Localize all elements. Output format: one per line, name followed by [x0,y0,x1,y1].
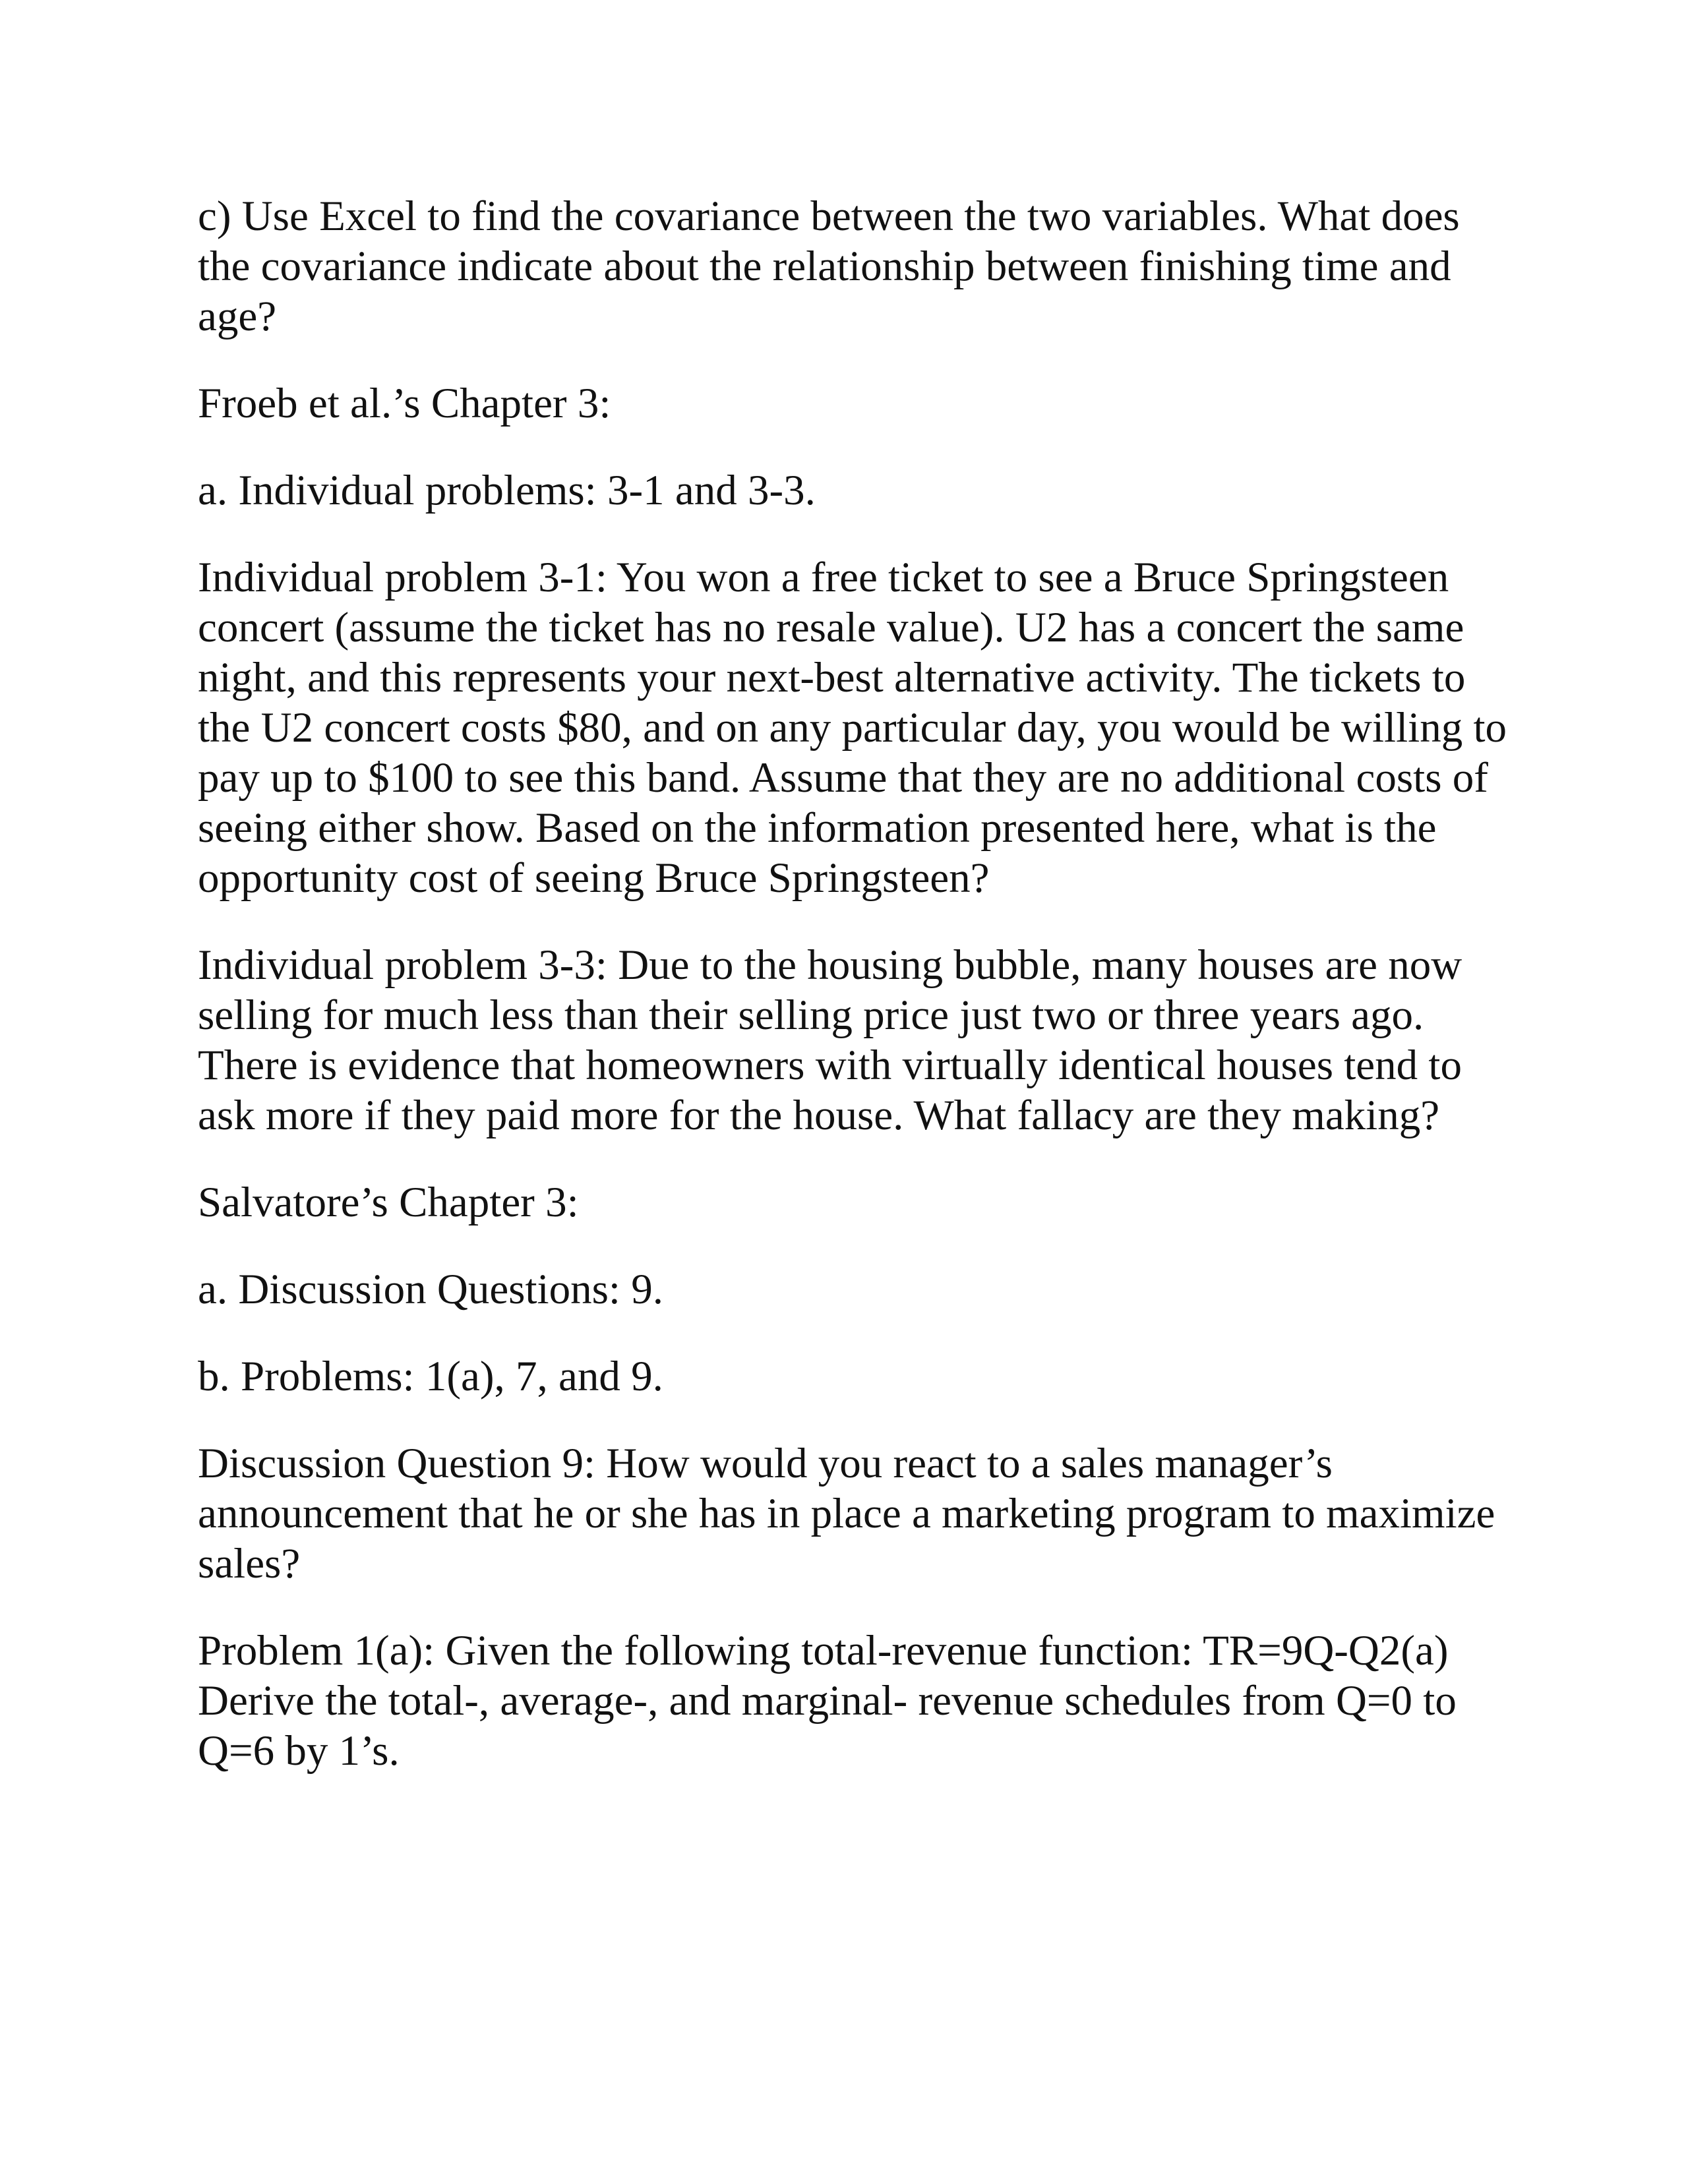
paragraph-problem-1a: Problem 1(a): Given the following total-revenue function: TR=9Q-Q2(a) Derive the total-, average-, and marginal- revenue schedules from Q=0 to Q=6 by 1’s. [198,1627,1457,1775]
paragraph-discussion-question-9: Discussion Question 9: How would you react to a sales manager’s announcement that he or she has in place a marketing program to maximize sales? [198,1440,1495,1587]
paragraph-discussion-questions: a. Discussion Questions: 9. [198,1266,663,1313]
heading-froeb-chapter-3: Froeb et al.’s Chapter 3: [198,380,611,427]
paragraph-problem-3-3: Individual problem 3-3: Due to the housing bubble, many houses are now selling for much less than their selling price just two or three years ago. There is evidence that homeowners with virtually identical houses tend to ask more if they paid more for the house. What fallacy are they making? [198,941,1462,1139]
heading-salvatore-chapter-3: Salvatore’s Chapter 3: [198,1179,579,1226]
paragraph-covariance-question: c) Use Excel to find the covariance between the two variables. What does the covariance indicate about the relationship between finishing time and age? [198,192,1460,340]
paragraph-problem-3-1: Individual problem 3-1: You won a free ticket to see a Bruce Springsteen concert (assume the ticket has no resale value). U2 has a concert the same night, and this represents your next-best alternative activity. The tickets to the U2 concert costs $80, and on any particular day, you would be willing to pay up to $100 to see this band. Assume that they are no additional costs of seeing either show. Based on the information presented here, what is the opportunity cost of seeing Bruce Springsteen? [198,554,1507,902]
paragraph-problems-list: b. Problems: 1(a), 7, and 9. [198,1353,663,1400]
document-body [198,191,1517,1813]
paragraph-individual-problems: a. Individual problems: 3-1 and 3-3. [198,467,816,514]
